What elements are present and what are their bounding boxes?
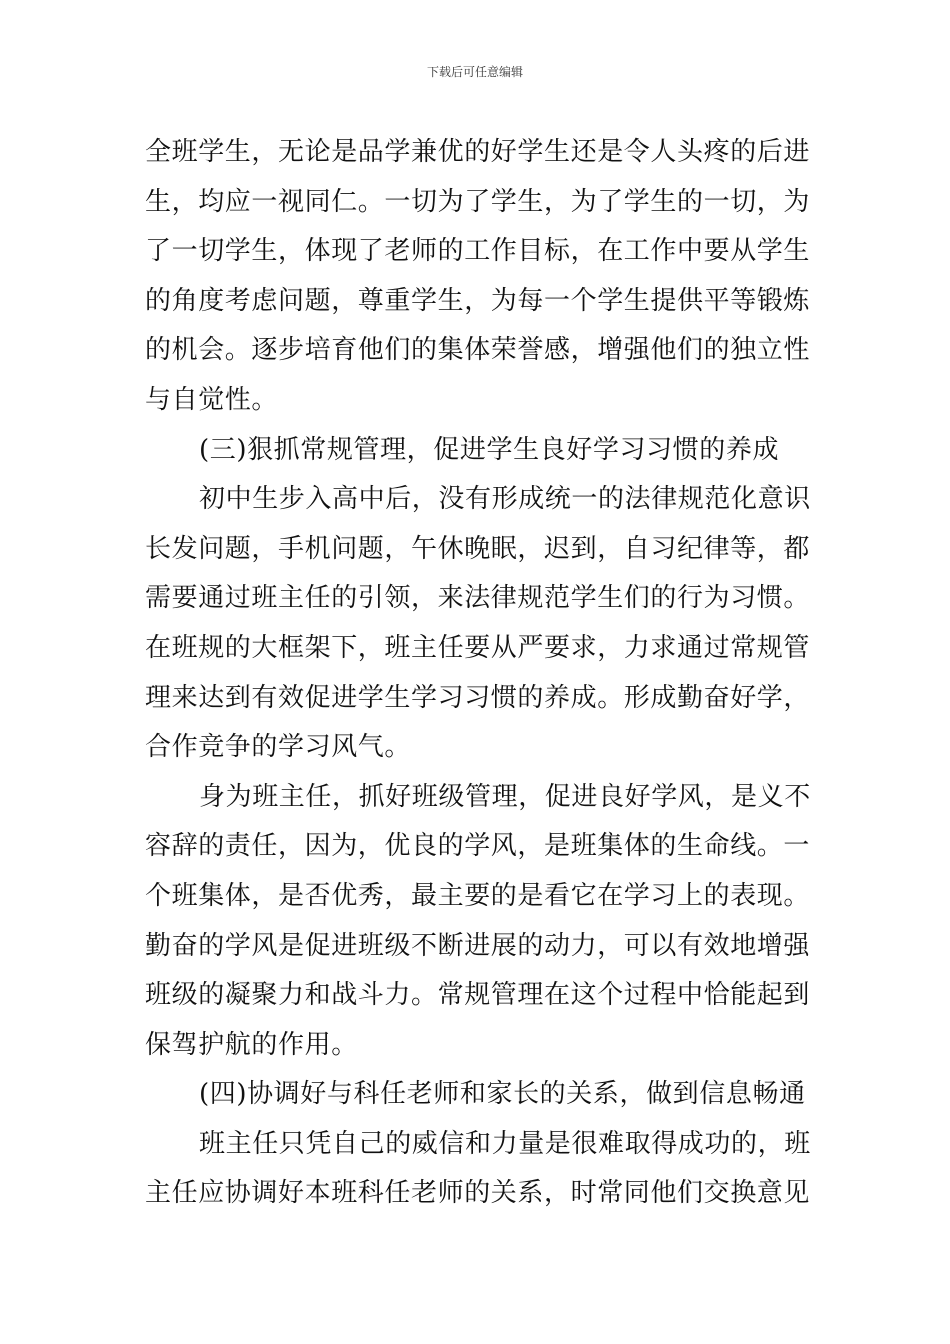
section-heading: (四)协调好与科任老师和家长的关系，做到信息畅通 [199,1079,806,1110]
text-line: 容辞的责任，因为，优良的学风，是班集体的生命线。一 [145,831,811,862]
text-line: 合作竞争的学习风气。 [145,732,412,763]
text-line: 全班学生，无论是品学兼优的好学生还是令人头疼的后进 [145,137,811,167]
page-header: 下载后可任意编辑 [426,65,523,79]
text-line: 需要通过班主任的引领，来法律规范学生们的行为习惯。 [145,583,811,614]
text-line: 的机会。逐步培育他们的集体荣誉感，增强他们的独立性 [145,335,811,366]
text-line: 保驾护航的作用。 [145,1029,358,1060]
text-line: 初中生步入高中后，没有形成统一的法律规范化意识 [199,484,811,515]
document-body [145,128,810,1219]
text-line: 身为班主任，抓好班级管理，促进良好学风，是义不 [199,781,811,812]
section-heading: (三)狠抓常规管理，促进学生良好学习习惯的养成 [199,434,780,465]
text-line: 班主任只凭自己的威信和力量是很难取得成功的，班 [199,1128,811,1159]
text-line: 理来达到有效促进学生学习习惯的养成。形成勤奋好学， [145,682,811,713]
text-line: 与自觉性。 [145,384,279,415]
text-line: 在班规的大框架下，班主任要从严要求，力求通过常规管 [145,632,811,663]
text-line: 勤奋的学风是促进班级不断进展的动力，可以有效地增强 [145,930,811,961]
text-line: 了一切学生，体现了老师的工作目标，在工作中要从学生 [145,236,811,267]
text-line: 的角度考虑问题，尊重学生，为每一个学生提供平等锻炼 [145,285,811,316]
text-line: 长发问题，手机问题，午休晚眠，迟到，自习纪律等，都 [145,533,811,564]
text-line: 班级的凝聚力和战斗力。常规管理在这个过程中恰能起到 [145,980,811,1011]
text-line: 生，均应一视同仁。一切为了学生，为了学生的一切，为 [145,186,811,217]
text-line: 个班集体，是否优秀，最主要的是看它在学习上的表现。 [145,880,811,911]
text-line: 主任应协调好本班科任老师的关系，时常同他们交换意见 [145,1178,811,1209]
